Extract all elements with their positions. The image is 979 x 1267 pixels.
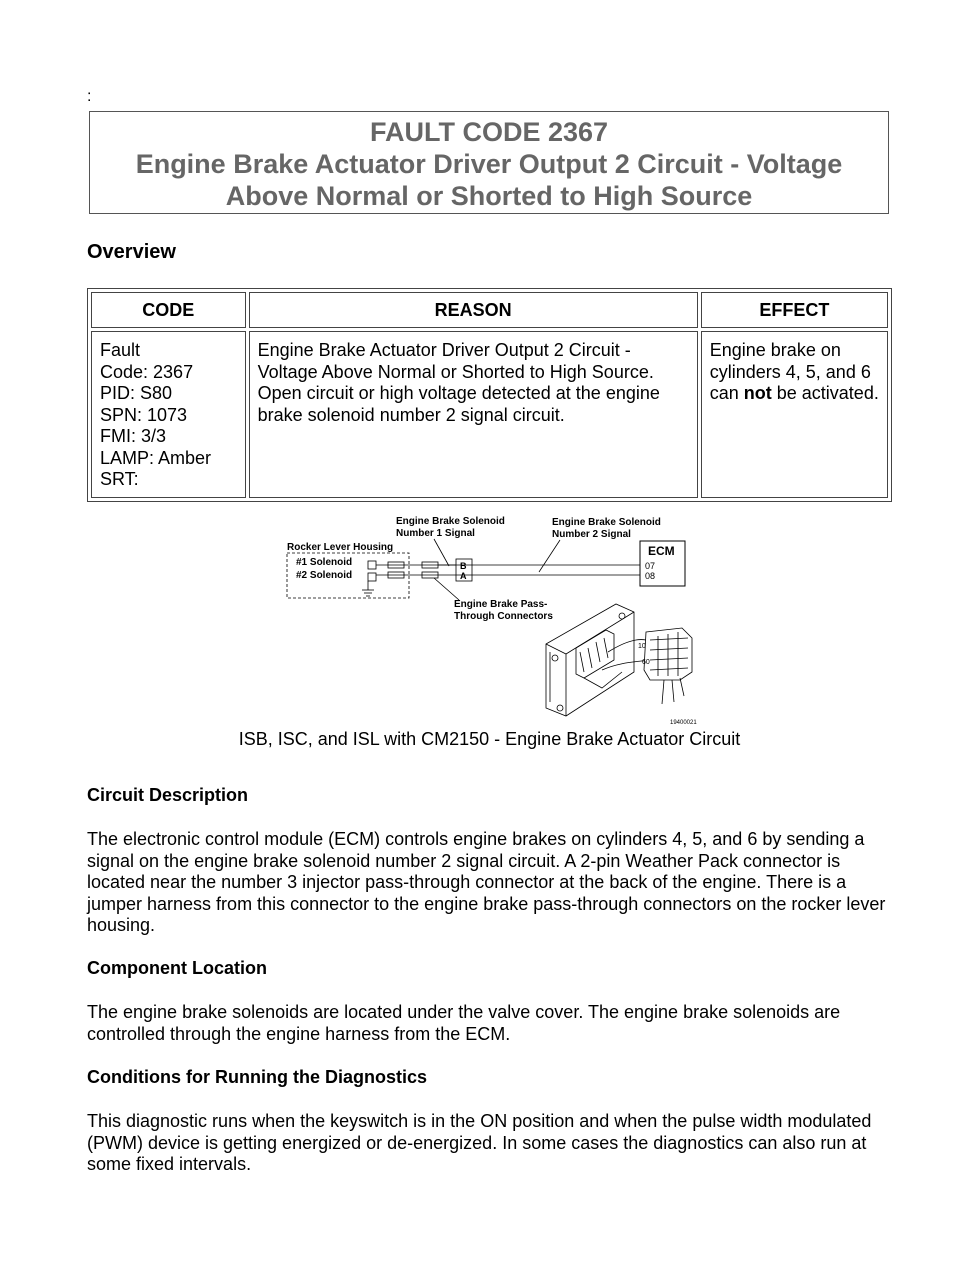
label-passthrough-l2: Through Connectors (454, 611, 553, 622)
label-solenoid1-signal-l2: Number 1 Signal (396, 528, 475, 539)
engine-brake-circuit-diagram (284, 512, 704, 726)
pin-08: 08 (645, 571, 656, 581)
pin-07: 07 (645, 561, 656, 571)
conn-label-10: 10 (638, 643, 646, 650)
label-rocker-housing: Rocker Lever Housing (287, 542, 394, 553)
code-cell (91, 331, 246, 498)
component-location-text: The engine brake solenoids are located under the valve cover. The engine brake solenoids are controlled through the engine harness from the ECM. (87, 1002, 841, 1044)
header-code: CODE (91, 292, 246, 328)
fault-code-table (87, 288, 892, 502)
label-solenoid2-signal: Engine Brake Solenoid (552, 517, 661, 528)
fault-code-title: FAULT CODE 2367 (369, 117, 609, 147)
component-location-heading: Component Location (87, 958, 267, 978)
code-line: FMI: 3/3 (100, 426, 167, 446)
code-line: SPN: 1073 (100, 404, 188, 425)
pin-a: A (460, 571, 467, 581)
overview-heading: Overview (87, 241, 176, 263)
circuit-description-text: The electronic control module (ECM) controls engine brakes on cylinders 4, 5, and 6 by sending a signal on the engine brake solenoid number 2 signal circuit. A 2-pin Weather Pack connector is located near the number 3 injector pass-through connector at the back of the engine. There is a jumper harness from this connector to the engine brake pass-through connectors on the rocker lever housing. (87, 829, 886, 935)
label-ecm: ECM (648, 544, 675, 558)
pin-b: B (460, 561, 467, 571)
effect-text-before: Engine brake on cylinders 4, 5, and 6 can (709, 340, 871, 403)
reason-cell: Engine Brake Actuator Driver Output 2 Circuit - Voltage Above Normal or Shorted to High Source. Open circuit or high voltage detected at the engine brake solenoid number 2 signal circuit. (249, 331, 698, 498)
code-line: Code: 2367 (100, 361, 194, 382)
header-reason: REASON (249, 292, 698, 328)
table-row (91, 331, 888, 498)
label-solenoid1-signal: Engine Brake Solenoid (396, 516, 505, 527)
fault-code-title-box (89, 111, 889, 214)
effect-text-bold: not (743, 383, 772, 403)
effect-text-after: be activated. (771, 383, 879, 403)
conditions-text: This diagnostic runs when the keyswitch is in the ON position and when the pulse width modulated (PWM) device is getting energized or de-energized. In some cases the diagnostics can also run at some fixed intervals. (87, 1111, 872, 1174)
label-solenoid2-signal-l2: Number 2 Signal (552, 529, 631, 540)
figure-caption: ISB, ISC, and ISL with CM2150 - Engine Brake Actuator Circuit (238, 729, 741, 749)
fault-code-subtitle-line2: Above Normal or Shorted to High Source (225, 181, 753, 211)
code-line: Fault (100, 340, 141, 360)
figure-id: 19400021 (670, 720, 697, 726)
table-header-row (91, 292, 888, 328)
label-solenoid2: #2 Solenoid (296, 570, 353, 581)
header-mark: : (87, 88, 92, 105)
label-passthrough: Engine Brake Pass- (454, 599, 548, 610)
circuit-description-heading: Circuit Description (87, 785, 249, 805)
conditions-heading: Conditions for Running the Diagnostics (87, 1067, 427, 1087)
code-line: LAMP: Amber (100, 447, 212, 468)
label-solenoid1: #1 Solenoid (296, 557, 353, 568)
header-effect: EFFECT (701, 292, 888, 328)
code-line: SRT: (100, 469, 139, 489)
effect-cell (701, 331, 888, 498)
code-line: PID: S80 (100, 383, 173, 403)
ecm-module-illustration (546, 604, 692, 716)
conn-label-60: 60 (642, 659, 650, 666)
fault-code-subtitle-line1: Engine Brake Actuator Driver Output 2 Circuit - Voltage (135, 149, 843, 179)
